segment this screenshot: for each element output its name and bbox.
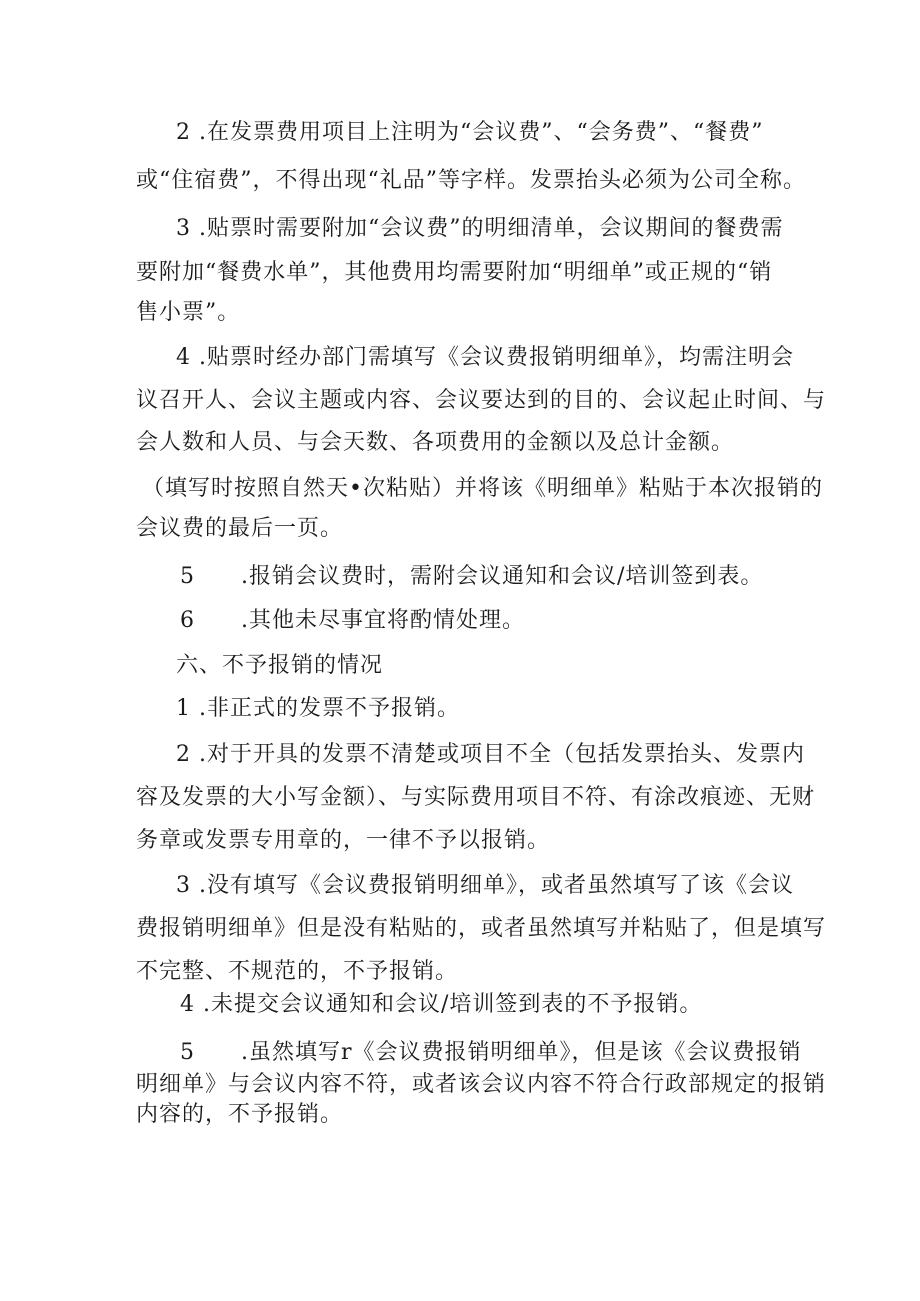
text-line: 内容的，不予报销。: [136, 1102, 344, 1127]
text-line: 1 .非正式的发票不予报销。: [176, 696, 460, 721]
text-line: 3 .没有填写《会议费报销明细单》，或者虽然填写了该《会议: [176, 873, 794, 898]
text-line: 会议费的最后一页。: [136, 516, 344, 541]
text-line: 容及发票的大小写金额）、与实际费用项目不符、有涂改痕迹、无财: [136, 785, 816, 810]
section-heading: 六、不予报销的情况: [176, 653, 384, 678]
text-line: 或“住宿费”，不得出现“礼品”等字样。发票抬头必须为公司全称。: [136, 168, 806, 193]
text-line: 5 .报销会议费时，需附会议通知和会议/培训签到表。: [180, 564, 764, 589]
text-line: 3 .贴票时需要附加“会议费”的明细清单，会议期间的餐费需: [176, 216, 784, 241]
text-line: 6 .其他未尽事宜将酌情处理。: [180, 608, 525, 633]
text-line: 2 .对于开具的发票不清楚或项目不全（包括发票抬头、发票内: [176, 742, 805, 767]
text-line: 不完整、不规范的，不予报销。: [136, 959, 459, 984]
text-line: （填写时按照自然天•次粘贴）并将该《明细单》粘贴于本次报销的: [142, 476, 823, 501]
text-line: 费报销明细单》但是没有粘贴的，或者虽然填写并粘贴了，但是填写: [136, 916, 827, 941]
text-line: 4 .贴票时经办部门需填写《会议费报销明细单》，均需注明会: [176, 345, 794, 370]
text-line: 2 .在发票费用项目上注明为“会议费”、“会务费”、“餐费”: [176, 120, 764, 145]
text-line: 5 .虽然填写r《会议费报销明细单》，但是该《会议费报销: [180, 1040, 802, 1065]
text-line: 会人数和人员、与会天数、各项费用的金额以及总计金额。: [136, 430, 735, 455]
text-line: 议召开人、会议主题或内容、会议要达到的目的、会议起止时间、与: [136, 388, 827, 413]
text-line: 明细单》与会议内容不符，或者该会议内容不符合行政部规定的报销: [136, 1072, 827, 1097]
text-line: 售小票”。: [136, 300, 241, 325]
text-line: 要附加“餐费水单”，其他费用均需要附加“明细单”或正规的“销: [136, 260, 773, 285]
text-line: 4 .未提交会议通知和会议/培训签到表的不予报销。: [180, 992, 703, 1017]
text-line: 务章或发票专用章的，一律不予以报销。: [136, 828, 551, 853]
